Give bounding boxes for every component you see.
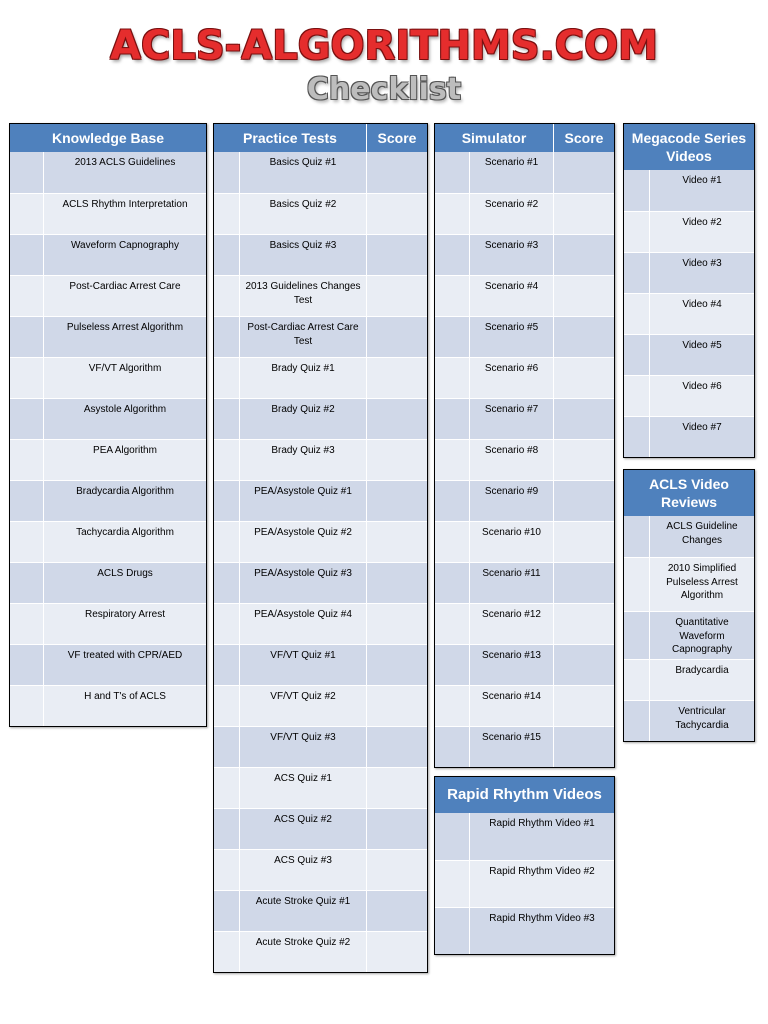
practice-test-row xyxy=(214,849,427,890)
item-label: Video #2 xyxy=(682,217,722,228)
item-label: Scenario #9 xyxy=(484,486,539,497)
practice-test-row xyxy=(214,398,427,439)
practice-test-row xyxy=(214,275,427,316)
item-label: Respiratory Arrest xyxy=(84,609,166,620)
practice-test-row xyxy=(214,890,427,931)
item-label: ACLS Drugs xyxy=(97,568,153,579)
practice-tests-score-header: Score xyxy=(366,124,427,152)
practice-test-row xyxy=(214,480,427,521)
item-label: VF/VT Algorithm xyxy=(88,363,162,374)
item-label: Acute Stroke Quiz #1 xyxy=(255,896,351,907)
item-label: Basics Quiz #3 xyxy=(269,240,337,251)
score-cell[interactable] xyxy=(366,152,427,193)
checkbox-cell[interactable] xyxy=(435,399,470,439)
checkbox-cell[interactable] xyxy=(435,152,470,193)
score-cell[interactable] xyxy=(366,194,427,234)
item-label: Rapid Rhythm Video #1 xyxy=(489,818,595,829)
item-label: Scenario #12 xyxy=(482,609,541,620)
checkbox-cell[interactable] xyxy=(214,235,240,275)
item-label: Brady Quiz #2 xyxy=(271,404,335,415)
item-label: Post-Cardiac Arrest Care xyxy=(69,281,181,292)
checkbox-cell[interactable] xyxy=(435,276,470,316)
item-label: ACS Quiz #1 xyxy=(274,773,332,784)
item-label: Video #3 xyxy=(682,258,722,269)
checkbox-cell[interactable] xyxy=(10,399,44,439)
checkbox-cell[interactable] xyxy=(624,558,650,611)
item-label: Rapid Rhythm Video #2 xyxy=(489,866,595,877)
simulator-table xyxy=(434,123,615,768)
checkbox-cell[interactable] xyxy=(10,276,44,316)
item-label: ACLS Guideline Changes xyxy=(666,521,738,546)
item-label: Bradycardia xyxy=(675,665,729,676)
practice-test-row xyxy=(214,603,427,644)
item-label: 2013 ACLS Guidelines xyxy=(74,157,176,168)
score-cell[interactable] xyxy=(553,727,614,767)
score-cell[interactable] xyxy=(366,645,427,685)
score-cell[interactable] xyxy=(366,727,427,767)
item-label: Brady Quiz #3 xyxy=(271,445,335,456)
item-label: PEA/Asystole Quiz #1 xyxy=(254,486,352,497)
checkbox-cell[interactable] xyxy=(214,727,240,767)
item-label: Video #4 xyxy=(682,299,722,310)
checkbox-cell[interactable] xyxy=(10,358,44,398)
checkbox-cell[interactable] xyxy=(214,440,240,480)
score-cell[interactable] xyxy=(553,440,614,480)
knowledge-base-row xyxy=(10,398,206,439)
practice-tests-header: Practice Tests xyxy=(243,130,337,146)
practice-test-row xyxy=(214,521,427,562)
practice-test-row xyxy=(214,439,427,480)
checkbox-cell[interactable] xyxy=(435,861,470,907)
checkbox-cell[interactable] xyxy=(435,317,470,357)
score-cell[interactable] xyxy=(366,850,427,890)
item-label: Video #1 xyxy=(682,175,722,186)
checkbox-cell[interactable] xyxy=(214,481,240,521)
video-review-row xyxy=(624,700,754,741)
practice-test-row xyxy=(214,644,427,685)
practice-tests-table xyxy=(213,123,428,973)
rapid-rhythm-header: Rapid Rhythm Videos xyxy=(447,786,602,803)
item-label: Rapid Rhythm Video #3 xyxy=(489,913,595,924)
simulator-row xyxy=(435,644,614,685)
checkbox-cell[interactable] xyxy=(214,604,240,644)
checkbox-cell[interactable] xyxy=(435,522,470,562)
megacode-header: Megacode Series Videos xyxy=(631,130,747,164)
item-label: Bradycardia Algorithm xyxy=(76,486,174,497)
knowledge-base-row xyxy=(10,685,206,726)
rapid-rhythm-row xyxy=(435,813,614,860)
score-cell[interactable] xyxy=(366,358,427,398)
checkbox-cell[interactable] xyxy=(624,294,650,334)
simulator-row xyxy=(435,480,614,521)
item-label: Scenario #2 xyxy=(484,199,539,210)
score-cell[interactable] xyxy=(553,358,614,398)
item-label: VF treated with CPR/AED xyxy=(67,650,183,661)
practice-test-row xyxy=(214,685,427,726)
knowledge-base-row xyxy=(10,152,206,193)
checkbox-cell[interactable] xyxy=(214,194,240,234)
score-cell[interactable] xyxy=(366,522,427,562)
knowledge-base-row xyxy=(10,603,206,644)
item-label: Scenario #14 xyxy=(482,691,541,702)
knowledge-base-row xyxy=(10,275,206,316)
checkbox-cell[interactable] xyxy=(624,417,650,457)
item-label: VF/VT Quiz #2 xyxy=(270,691,336,702)
checkbox-cell[interactable] xyxy=(214,317,240,357)
item-label: H and T's of ACLS xyxy=(84,691,166,702)
checkbox-cell[interactable] xyxy=(214,152,240,193)
knowledge-base-row xyxy=(10,439,206,480)
checkbox-cell[interactable] xyxy=(214,932,240,972)
item-label: PEA/Asystole Quiz #3 xyxy=(254,568,352,579)
knowledge-base-table xyxy=(9,123,207,727)
knowledge-base-row xyxy=(10,480,206,521)
simulator-row xyxy=(435,234,614,275)
checkbox-cell[interactable] xyxy=(624,612,650,659)
checkbox-cell[interactable] xyxy=(435,563,470,603)
item-label: PEA Algorithm xyxy=(93,445,157,456)
knowledge-base-row xyxy=(10,644,206,685)
item-label: 2013 Guidelines Changes Test xyxy=(245,281,361,306)
simulator-row xyxy=(435,275,614,316)
score-cell[interactable] xyxy=(553,481,614,521)
item-label: Video #7 xyxy=(682,422,722,433)
brand-title: ACLS-ALGORITHMS.COM xyxy=(110,23,658,69)
item-label: Scenario #1 xyxy=(484,157,539,168)
checkbox-cell[interactable] xyxy=(214,686,240,726)
item-label: Scenario #15 xyxy=(482,732,541,743)
checkbox-cell[interactable] xyxy=(214,809,240,849)
checkbox-cell[interactable] xyxy=(624,170,650,211)
item-label: VF/VT Quiz #3 xyxy=(270,732,336,743)
item-label: Scenario #3 xyxy=(484,240,539,251)
checkbox-cell[interactable] xyxy=(10,686,44,726)
score-cell[interactable] xyxy=(553,563,614,603)
simulator-score-header: Score xyxy=(553,124,614,152)
checkbox-cell[interactable] xyxy=(624,253,650,293)
checkbox-cell[interactable] xyxy=(10,194,44,234)
checkbox-cell[interactable] xyxy=(435,813,470,860)
checkbox-cell[interactable] xyxy=(435,908,470,954)
checkbox-cell[interactable] xyxy=(435,481,470,521)
checkbox-cell[interactable] xyxy=(214,522,240,562)
item-label: Scenario #13 xyxy=(482,650,541,661)
megacode-table xyxy=(623,123,755,458)
simulator-row xyxy=(435,357,614,398)
checkbox-cell[interactable] xyxy=(435,686,470,726)
item-label: Basics Quiz #2 xyxy=(269,199,337,210)
simulator-row xyxy=(435,439,614,480)
simulator-row xyxy=(435,562,614,603)
checkbox-cell[interactable] xyxy=(214,358,240,398)
score-cell[interactable] xyxy=(366,563,427,603)
item-label: 2010 Simplified Pulseless Arrest Algorithm xyxy=(666,563,738,601)
score-cell[interactable] xyxy=(366,809,427,849)
item-label: Scenario #7 xyxy=(484,404,539,415)
megacode-row xyxy=(624,170,754,211)
simulator-row xyxy=(435,685,614,726)
simulator-row xyxy=(435,316,614,357)
video-reviews-header: ACLS Video Reviews xyxy=(649,476,729,510)
checkbox-cell[interactable] xyxy=(624,212,650,252)
item-label: PEA/Asystole Quiz #2 xyxy=(254,527,352,538)
score-cell[interactable] xyxy=(366,686,427,726)
knowledge-base-row xyxy=(10,562,206,603)
score-cell[interactable] xyxy=(553,152,614,193)
checkbox-cell[interactable] xyxy=(10,440,44,480)
simulator-row xyxy=(435,521,614,562)
practice-test-row xyxy=(214,234,427,275)
simulator-row xyxy=(435,152,614,193)
item-label: Waveform Capnography xyxy=(70,240,179,251)
practice-test-row xyxy=(214,767,427,808)
score-cell[interactable] xyxy=(366,317,427,357)
checkbox-cell[interactable] xyxy=(435,194,470,234)
item-label: Video #5 xyxy=(682,340,722,351)
score-cell[interactable] xyxy=(553,399,614,439)
megacode-row xyxy=(624,252,754,293)
simulator-row xyxy=(435,726,614,767)
checkbox-cell[interactable] xyxy=(435,727,470,767)
simulator-row xyxy=(435,398,614,439)
video-review-row xyxy=(624,557,754,611)
item-label: Pulseless Arrest Algorithm xyxy=(66,322,184,333)
megacode-row xyxy=(624,211,754,252)
knowledge-base-header: Knowledge Base xyxy=(51,130,165,146)
checkbox-cell[interactable] xyxy=(10,317,44,357)
item-label: Scenario #4 xyxy=(484,281,539,292)
score-cell[interactable] xyxy=(366,276,427,316)
knowledge-base-row xyxy=(10,357,206,398)
checkbox-cell[interactable] xyxy=(10,152,44,193)
simulator-header: Simulator xyxy=(461,130,527,146)
item-label: Brady Quiz #1 xyxy=(271,363,335,374)
video-review-row xyxy=(624,611,754,659)
item-label: PEA/Asystole Quiz #4 xyxy=(254,609,352,620)
score-cell[interactable] xyxy=(366,932,427,972)
knowledge-base-row xyxy=(10,316,206,357)
checkbox-cell[interactable] xyxy=(214,768,240,808)
score-cell[interactable] xyxy=(553,522,614,562)
checkbox-cell[interactable] xyxy=(435,358,470,398)
practice-test-row xyxy=(214,562,427,603)
score-cell[interactable] xyxy=(553,686,614,726)
item-label: Scenario #11 xyxy=(482,568,541,579)
item-label: Asystole Algorithm xyxy=(83,404,167,415)
item-label: Ventricular Tachycardia xyxy=(675,706,729,731)
score-cell[interactable] xyxy=(366,768,427,808)
practice-test-row xyxy=(214,316,427,357)
checkbox-cell[interactable] xyxy=(10,604,44,644)
item-label: ACLS Rhythm Interpretation xyxy=(62,199,188,210)
score-cell[interactable] xyxy=(366,235,427,275)
page-subtitle: Checklist xyxy=(306,72,462,107)
checkbox-cell[interactable] xyxy=(10,645,44,685)
score-cell[interactable] xyxy=(553,317,614,357)
checkbox-cell[interactable] xyxy=(624,516,650,557)
item-label: Scenario #8 xyxy=(484,445,539,456)
checkbox-cell[interactable] xyxy=(624,376,650,416)
score-cell[interactable] xyxy=(553,604,614,644)
simulator-row xyxy=(435,193,614,234)
score-cell[interactable] xyxy=(366,399,427,439)
score-cell[interactable] xyxy=(553,194,614,234)
checkbox-cell[interactable] xyxy=(624,701,650,741)
megacode-row xyxy=(624,416,754,457)
score-cell[interactable] xyxy=(553,235,614,275)
rapid-rhythm-table xyxy=(434,776,615,955)
item-label: Scenario #10 xyxy=(482,527,541,538)
video-reviews-table xyxy=(623,469,755,742)
checkbox-cell[interactable] xyxy=(435,645,470,685)
score-cell[interactable] xyxy=(553,276,614,316)
megacode-row xyxy=(624,293,754,334)
item-label: VF/VT Quiz #1 xyxy=(270,650,336,661)
checkbox-cell[interactable] xyxy=(10,522,44,562)
item-label: Acute Stroke Quiz #2 xyxy=(255,937,351,948)
checkbox-cell[interactable] xyxy=(214,563,240,603)
checkbox-cell[interactable] xyxy=(624,660,650,700)
checkbox-cell[interactable] xyxy=(435,235,470,275)
score-cell[interactable] xyxy=(366,481,427,521)
knowledge-base-row xyxy=(10,193,206,234)
practice-test-row xyxy=(214,357,427,398)
practice-test-row xyxy=(214,808,427,849)
checkbox-cell[interactable] xyxy=(214,399,240,439)
knowledge-base-row xyxy=(10,521,206,562)
practice-test-row xyxy=(214,726,427,767)
item-label: Scenario #6 xyxy=(484,363,539,374)
checkbox-cell[interactable] xyxy=(214,850,240,890)
checkbox-cell[interactable] xyxy=(435,440,470,480)
score-cell[interactable] xyxy=(366,440,427,480)
checkbox-cell[interactable] xyxy=(214,645,240,685)
item-label: ACS Quiz #3 xyxy=(274,855,332,866)
megacode-row xyxy=(624,375,754,416)
video-review-row xyxy=(624,659,754,700)
rapid-rhythm-row xyxy=(435,907,614,954)
checkbox-cell[interactable] xyxy=(435,604,470,644)
video-review-row xyxy=(624,516,754,557)
checkbox-cell[interactable] xyxy=(624,335,650,375)
score-cell[interactable] xyxy=(366,604,427,644)
practice-test-row xyxy=(214,152,427,193)
checkbox-cell[interactable] xyxy=(10,563,44,603)
simulator-row xyxy=(435,603,614,644)
rapid-rhythm-row xyxy=(435,860,614,907)
item-label: ACS Quiz #2 xyxy=(274,814,332,825)
megacode-row xyxy=(624,334,754,375)
checkbox-cell[interactable] xyxy=(10,235,44,275)
score-cell[interactable] xyxy=(366,891,427,931)
knowledge-base-row xyxy=(10,234,206,275)
item-label: Basics Quiz #1 xyxy=(269,157,337,168)
item-label: Scenario #5 xyxy=(484,322,539,333)
item-label: Quantitative Waveform Capnography xyxy=(671,617,733,655)
score-cell[interactable] xyxy=(553,645,614,685)
checkbox-cell[interactable] xyxy=(214,276,240,316)
checkbox-cell[interactable] xyxy=(214,891,240,931)
practice-test-row xyxy=(214,931,427,972)
item-label: Post-Cardiac Arrest Care Test xyxy=(247,322,359,347)
practice-test-row xyxy=(214,193,427,234)
item-label: Video #6 xyxy=(682,381,722,392)
item-label: Tachycardia Algorithm xyxy=(76,527,174,538)
checkbox-cell[interactable] xyxy=(10,481,44,521)
